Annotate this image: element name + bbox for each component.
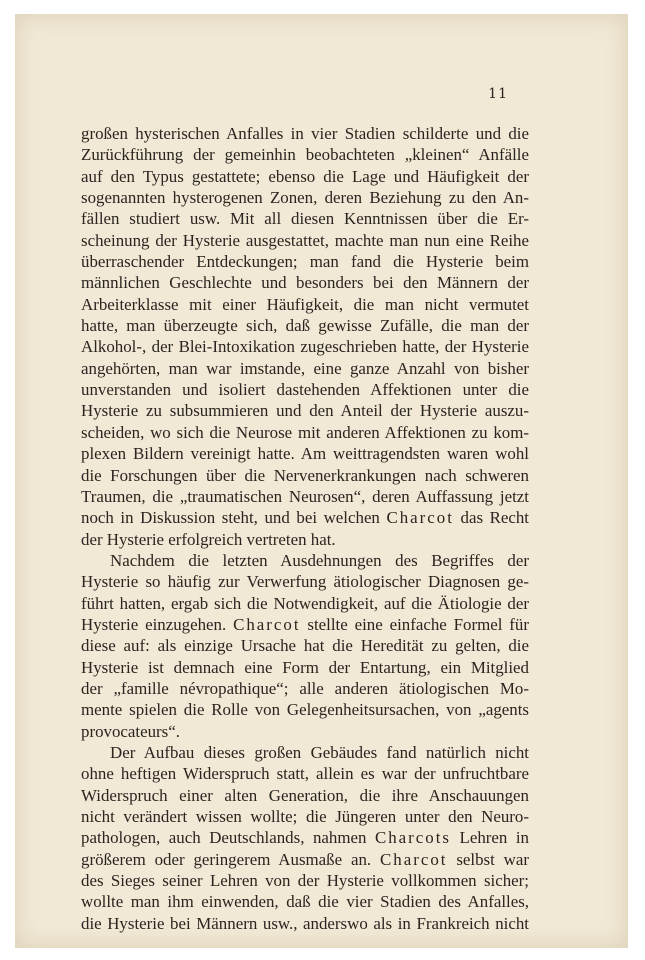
page-number: 11 [488,86,508,102]
text-line: plexen Bildern vereinigt hatte. Am weittragendsten waren wohl [81,444,529,464]
text-line: Hysterie zu subsummieren und den Anteil der Hysterie auszu- [81,401,529,421]
text-line: fällen studiert usw. Mit all diesen Kenntnissen über die Er- [81,209,529,229]
paragraph [81,742,529,934]
text-line: männlichen Geschlechte und besonders bei den Männern der [81,273,529,293]
text-line: wollte man ihm einwenden, daß die vier Stadien des Anfalles, [81,892,529,912]
text-line: auf den Typus gestattete; ebenso die Lage und Häufigkeit der [81,166,529,186]
text-line: der Hysterie erfolgreich vertreten hat. [81,529,336,549]
text-line: noch in Diskussion steht, und bei welchen Charcot das Recht [81,508,529,528]
text-line: Arbeiterklasse mit einer Häufigkeit, die man nicht vermutet [81,294,529,314]
text-line: nicht verändert wissen wollte; die Jüngeren unter den Neuro- [81,807,529,826]
text-line: Alkohol-, der Blei-Intoxikation zugeschrieben hatte, der Hysterie [81,337,529,357]
text-line: der „famille névropathique“; alle anderen ätiologischen Mo- [81,678,529,698]
body-text [81,123,529,934]
text-line: angehörten, man war imstande, eine ganze Anzahl von bisher [81,358,529,378]
text-line: hatte, man überzeugte sich, daß gewisse Zufälle, die man der [81,316,529,336]
text-line: Der Aufbau dieses großen Gebäudes fand natürlich nicht [110,742,529,762]
paragraph [81,123,529,550]
text-line: Hysterie einzugehen. Charcot stellte eine einfache Formel für [81,614,529,634]
paragraph [81,550,529,742]
text-line: ohne heftigen Widerspruch statt, allein es war der unfruchtbare [81,764,529,784]
text-line: Widerspruch einer alten Generation, die ihre Anschauungen [81,785,529,805]
text-line: pathologen, auch Deutschlands, nahmen Charcots Lehren in [81,828,529,848]
text-line: die Forschungen über die Nervenerkrankungen nach schweren [81,465,529,485]
text-line: größerem oder geringerem Ausmaße an. Charcot selbst war [81,849,529,869]
text-line: die Hysterie bei Männern usw., anderswo als in Frankreich nicht [81,913,529,933]
text-line: unverstanden und isoliert dastehenden Affektionen unter die [81,380,529,400]
text-line: großen hysterischen Anfalles in vier Stadien schilderte und die [81,124,529,143]
text-line: Hysterie so häufig zur Verwerfung ätiologischer Diagnosen ge- [81,572,529,592]
text-line: scheiden, wo sich die Neurose mit anderen Affektionen zu kom- [81,422,529,442]
text-line: Nachdem die letzten Ausdehnungen des Begriffes der [110,550,529,570]
text-line: Traumen, die „traumatischen Neurosen“, deren Auffassung jetzt [81,486,529,506]
text-line: führt hatten, ergab sich die Notwendigkeit, auf die Ätiologie der [81,593,529,613]
book-page [15,14,628,948]
text-line: Hysterie ist demnach eine Form der Entartung, ein Mitglied [81,657,529,677]
text-line: mente spielen die Rolle von Gelegenheitsursachen, von „agents [81,700,529,720]
text-line: diese auf: als einzige Ursache hat die Heredität zu gelten, die [81,636,529,656]
text-line: sogenannten hysterogenen Zonen, deren Beziehung zu den An- [81,188,529,208]
text-line: scheinung der Hysterie ausgestattet, machte man nun eine Reihe [81,230,529,250]
text-line: provocateurs“. [81,721,180,741]
text-line: des Sieges seiner Lehren von der Hysterie vollkommen sicher; [81,871,529,891]
text-line: Zurückführung der gemeinhin beobachteten „kleinen“ Anfälle [81,145,529,165]
text-line: überraschender Entdeckungen; man fand die Hysterie beim [81,252,529,272]
